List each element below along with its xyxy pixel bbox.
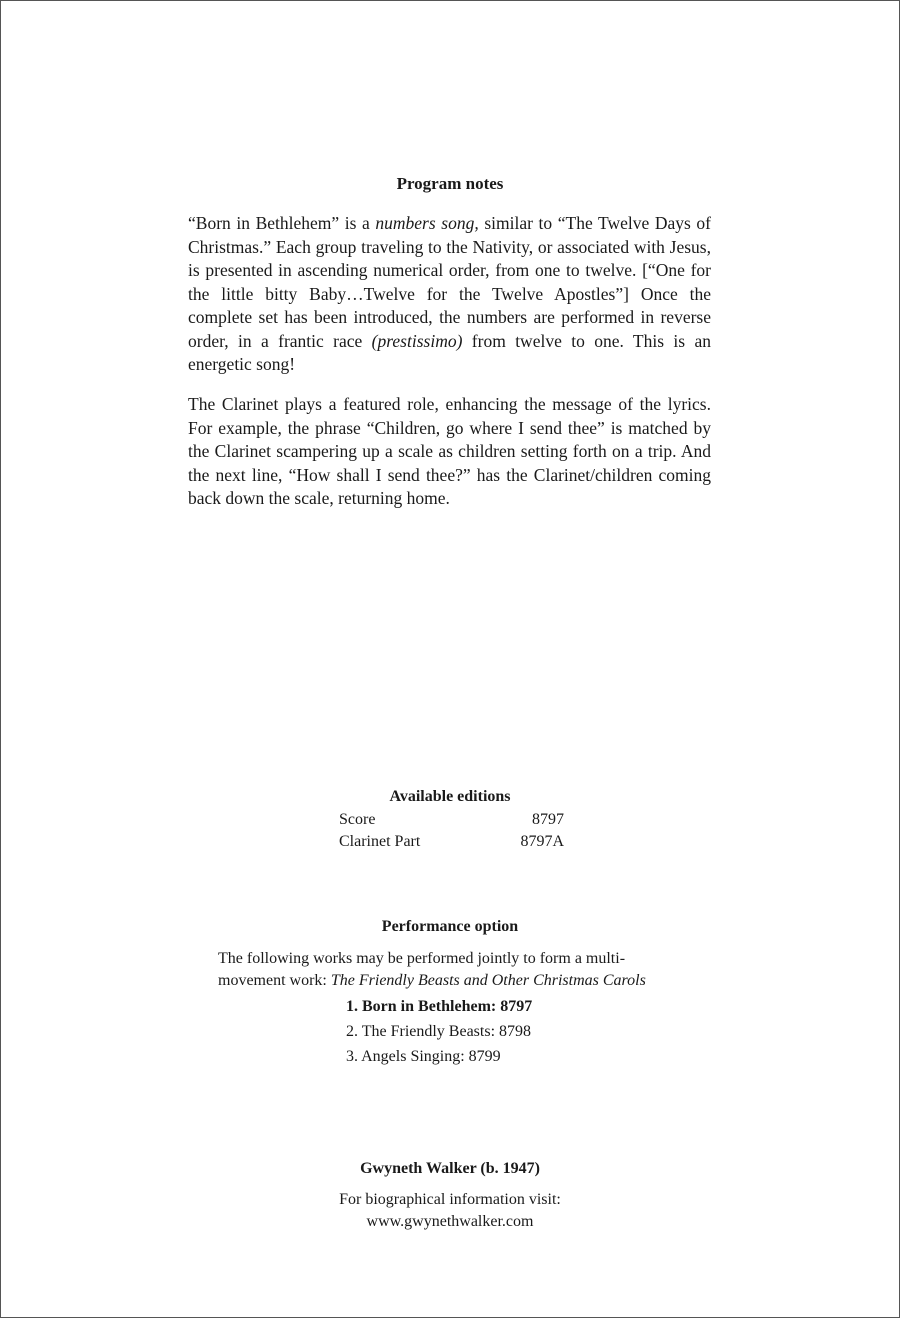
performance-intro-text: The following works may be performed jointly to form a multi-movement work: bbox=[218, 950, 626, 989]
collection-title: The Friendly Beasts and Other Christmas Carols bbox=[330, 972, 646, 989]
edition-row bbox=[339, 831, 564, 853]
edition-row bbox=[339, 809, 564, 831]
program-notes-paragraph-2: The Clarinet plays a featured role, enhancing the message of the lyrics. For example, the phrase “Children, go where I send thee” is matched by the Clarinet scampering up a scale as children setting forth on a trip. And the next line, “How shall I send thee?” has the Clarinet/children coming back down the scale, returning home. bbox=[188, 394, 711, 508]
works-list bbox=[346, 994, 532, 1069]
edition-name: Score bbox=[339, 811, 376, 828]
performance-heading: Performance option bbox=[381, 918, 519, 935]
work-item: 3. Angels Singing: 8799 bbox=[346, 1048, 501, 1065]
work-item: 2. The Friendly Beasts: 8798 bbox=[346, 1023, 532, 1040]
editions-heading: Available editions bbox=[389, 788, 511, 805]
edition-number: 8797 bbox=[532, 811, 564, 828]
work-item-current: 1. Born in Bethlehem: 8797 bbox=[346, 998, 533, 1015]
edition-name: Clarinet Part bbox=[339, 832, 421, 850]
para1-text-1: “Born in Bethlehem” is a bbox=[188, 213, 376, 233]
program-notes-paragraph-1 bbox=[188, 212, 711, 377]
para1-text-2: similar to “The Twelve Days of Christmas.” Each group traveling to the Nativity, or associated with Jesus, is presented in ascending numerical order, from one to twelve. [“One for the little bitty Baby…Twelve for the Twelve Apostles”] Once the complete set has been introduced, the numbers are performed in reverse order, in a frantic race bbox=[188, 213, 711, 351]
edition-number: 8797A bbox=[520, 832, 564, 850]
para1-text-3: from twelve to one. This is an energetic song! bbox=[188, 330, 711, 374]
bio-line: For biographical information visit: bbox=[339, 1191, 561, 1208]
para1-italic-2: (prestissimo) bbox=[371, 330, 463, 351]
program-notes-heading: Program notes bbox=[396, 174, 504, 193]
composer-website: www.gwynethwalker.com bbox=[366, 1213, 534, 1230]
performance-intro bbox=[218, 948, 682, 992]
editions-table bbox=[339, 809, 564, 852]
composer-name: Gwyneth Walker (b. 1947) bbox=[360, 1160, 540, 1177]
para1-italic-1: numbers song, bbox=[375, 213, 479, 233]
